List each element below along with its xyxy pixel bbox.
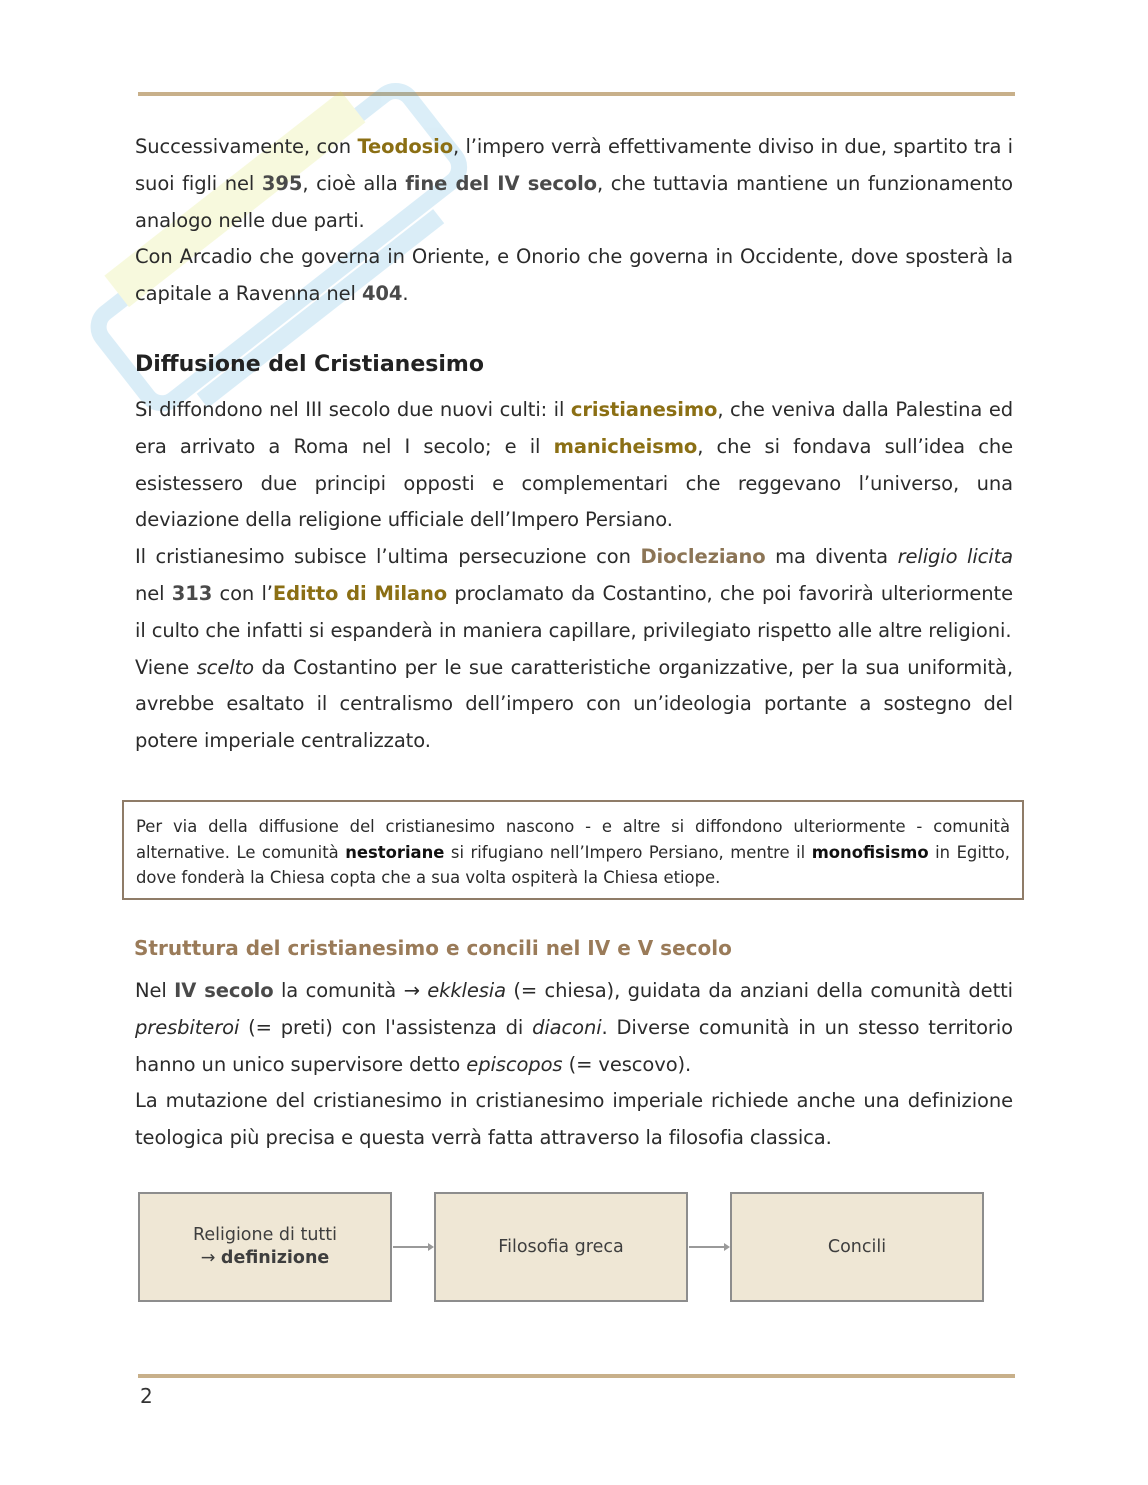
flow-box-filosofia: Filosofia greca [434,1192,688,1302]
footer-rule [138,1374,1015,1378]
callout-box: Per via della diffusione del cristianesimo nascono - e altre si diffondono ulteriormente - comunità alternative. Le comunità nestoriane si rifugiano nell’Impero Persiano, mentre il monofisismo in Egitto, dove fonderà la Chiesa copta che a sua volta ospiterà la Chiesa etiope. [122,800,1024,900]
flow-box-concili: Concili [730,1192,984,1302]
section-title-diffusione: Diffusione del Cristianesimo [135,352,484,377]
flow-box-religione: Religione di tutti → definizione [138,1192,392,1302]
section-title-struttura: Struttura del cristianesimo e concili nel IV e V secolo [134,936,732,960]
diffusione-paragraph: Si diffondono nel III secolo due nuovi culti: il cristianesimo, che veniva dalla Palestina ed era arrivato a Roma nel I secolo; e il manicheismo, che si fondava sull’idea che esistessero due principi opposti e complementari che reggevano l’universo, una deviazione della religione ufficiale dell’Impero Persiano. Il cristianesimo subisce l’ultima persecuzione con Diocleziano ma diventa religio licita nel 313 con l’Editto di Milano proclamato da Costantino, che poi favorirà ulteriormente il culto che infatti si espanderà in maniera capillare, privilegiato rispetto alle altre religioni. Viene scelto da Costantino per le sue caratteristiche organizzative, per la sua uniformità, avrebbe esaltato il centralismo dell’impero con un’ideologia portante a sostegno del potere imperiale centralizzato. [135,398,1013,753]
struttura-paragraph: Nel IV secolo la comunità → ekklesia (= chiesa), guidata da anziani della comunità detti presbiteroi (= preti) con l'assistenza di diaconi. Diverse comunità in un stesso territorio hanno un unico supervisore detto episcopos (= vescovo). La mutazione del cristianesimo in cristianesimo imperiale richiede anche una definizione teologica più precisa e questa verrà fatta attraverso la filosofia classica. [135,979,1013,1150]
page-number: 2 [140,1384,153,1408]
intro-paragraph: Successivamente, con Teodosio, l’impero verrà effettivamente diviso in due, spartito tra i suoi figli nel 395, cioè alla fine del IV secolo, che tuttavia mantiene un funzionamento analogo nelle due parti. Con Arcadio che governa in Oriente, e Onorio che governa in Occidente, dove sposterà la capitale a Ravenna nel 404. [135,135,1013,306]
header-rule [138,92,1015,96]
flow-arrow-icon [393,1246,432,1248]
flow-arrow-icon [689,1246,728,1248]
